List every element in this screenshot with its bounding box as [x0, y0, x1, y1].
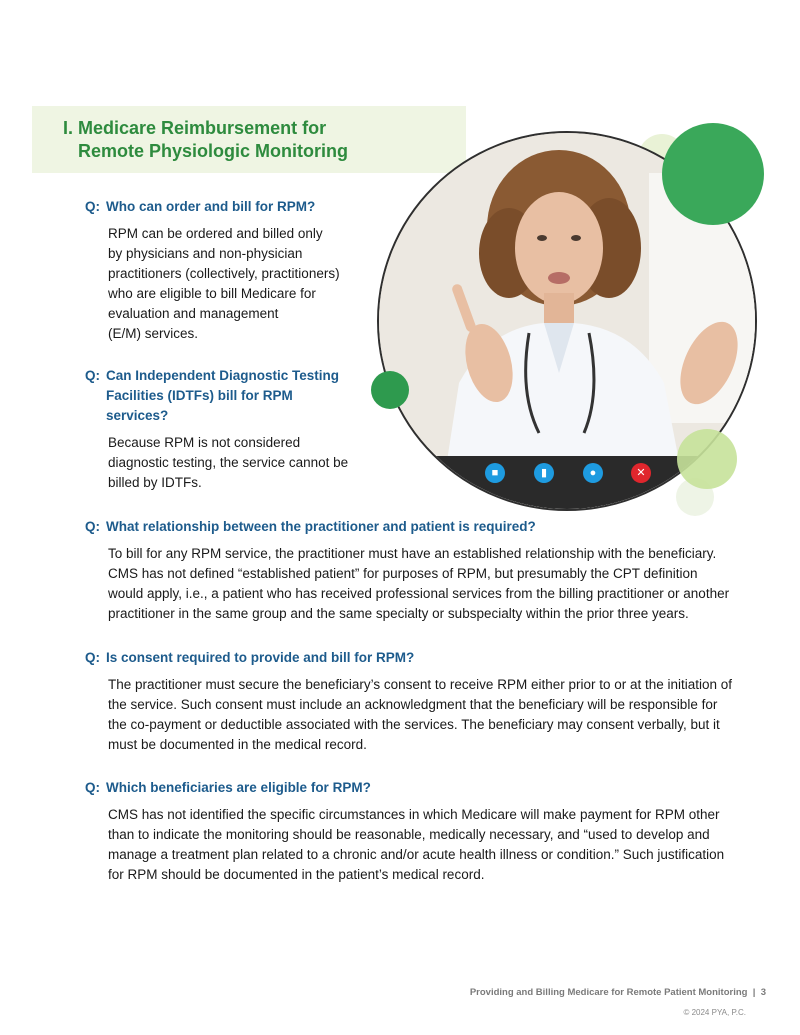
section-title-line-2: Remote Physiologic Monitoring [78, 141, 349, 161]
question-4: Q: Is consent required to provide and bill for RPM? [85, 650, 415, 665]
answer-3: To bill for any RPM service, the practitioner must have an established relationship with the beneficiary. CMS has not defined “established patient” for purposes of RPM, but presumably the CPT definition would apply, i.e., a patient who has received professional services from the billing practitioner or another practitioner in the same group and the same specialty or subspecialty within the prior three years. [108, 546, 730, 621]
question-1: Q: Who can order and bill for RPM? [85, 199, 316, 214]
answer-4: The practitioner must secure the beneficiary’s consent to receive RPM either prior to or at the initiation of the service. Such consent must include an acknowledgment that the beneficiary will be responsible for the co-payment or deductible associated with the services. The beneficiary may consent verbally, but it must be documented in the medical record. [108, 677, 733, 752]
section-title-line-1: I. Medicare Reimbursement for [63, 118, 327, 138]
answer-1: RPM can be ordered and billed only by physicians and non-physician practitioners (collectively, practitioners) who are eligible to bill Medicare for evaluation and management (E/M) services. [108, 226, 340, 341]
close-icon[interactable]: ✕ [631, 463, 651, 483]
chat-bubble-icon[interactable]: ● [583, 463, 603, 483]
decorative-circle-large-green [662, 123, 764, 225]
signal-bars-icon[interactable]: ▮ [534, 463, 554, 483]
page-number: 3 [760, 987, 766, 998]
decorative-circle-light-green [677, 429, 737, 489]
question-5: Q: Which beneficiaries are eligible for RPM? [85, 780, 371, 795]
footer-copyright: © 2024 PYA, P.C. [683, 1008, 746, 1017]
decorative-circle-small-green [371, 371, 409, 409]
answer-2: Because RPM is not considered diagnostic testing, the service cannot be billed by IDTFs. [108, 435, 349, 490]
footer-separator: | [752, 987, 756, 998]
video-camera-icon[interactable]: ■ [485, 463, 505, 483]
question-2: Q: Can Independent Diagnostic Testing Facilities (IDTFs) bill for RPM services? [85, 368, 340, 423]
answer-5: CMS has not identified the specific circumstances in which Medicare will make payment for RPM other than to indicate the monitoring should be reasonable, medically necessary, and “used to develop and manage a treatment plan related to a chronic and/or acute health illness or condition.” Such justification for RPM should be documented in the patient’s medical record. [108, 807, 725, 882]
question-3: Q: What relationship between the practitioner and patient is required? [85, 519, 536, 534]
footer-document-title: Providing and Billing Medicare for Remote Patient Monitoring | 3 [469, 987, 766, 998]
